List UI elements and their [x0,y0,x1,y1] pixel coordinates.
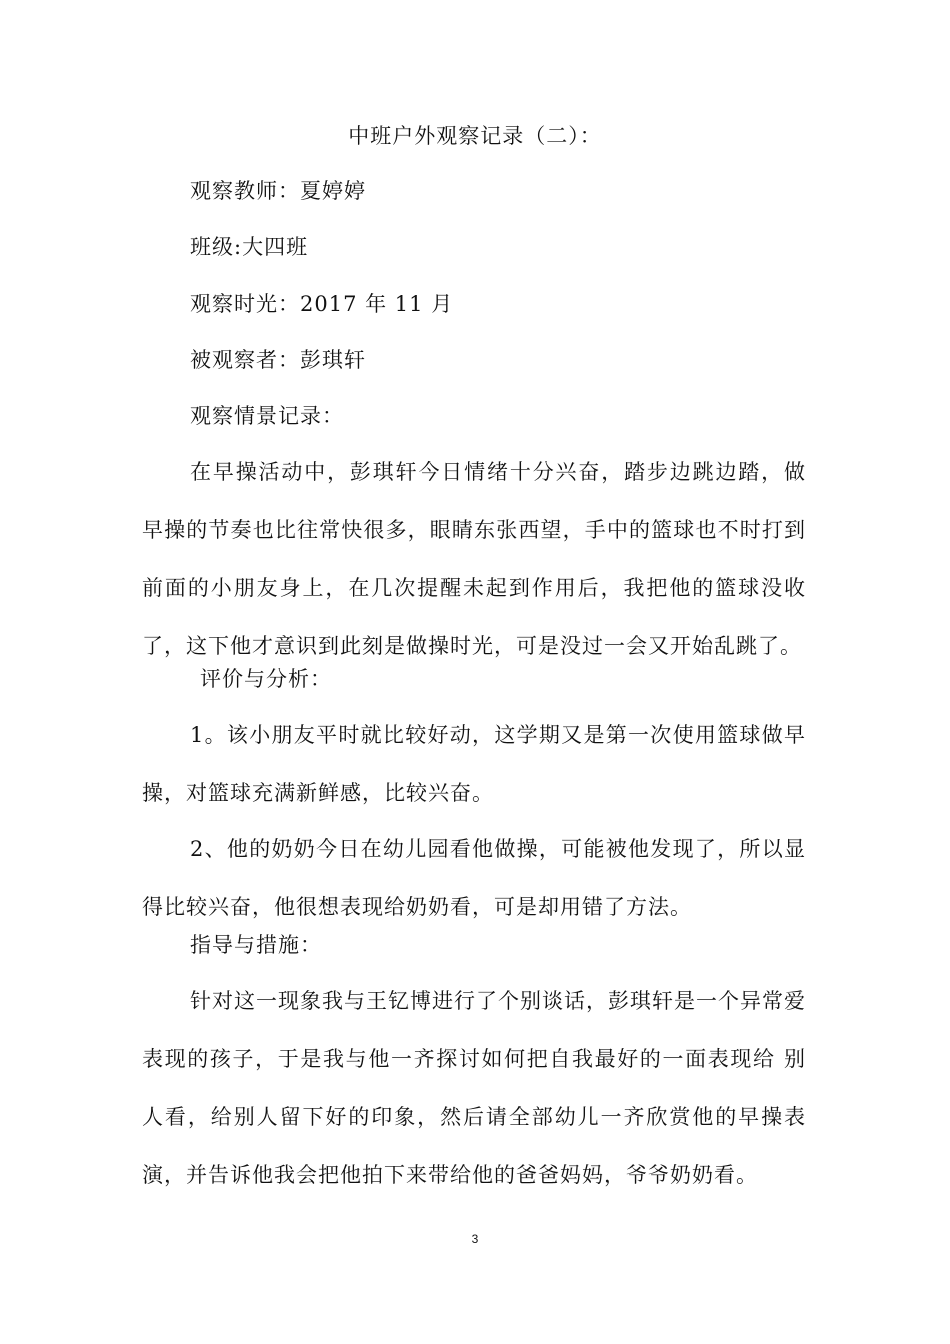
observation-time-line: 观察时光：2017 年 11 月 [190,292,454,316]
evaluation-point-1: 1。该小朋友平时就比较好动，这学期又是第一次使用篮球做早操，对篮球充满新鲜感，比较兴奋。 [142,723,806,805]
guidance-heading: 指导与措施： [190,933,322,957]
evaluation-point-2: 2、他的奶奶今日在幼儿园看他做操，可能被他发现了，所以显得比较兴奋，他很想表现给奶奶看，可是却用错了方法。 [142,837,806,919]
observed-person-line: 被观察者：彭琪轩 [190,348,366,372]
guidance-paragraph: 针对这一现象我与王钇博进行了个别谈话，彭琪轩是一个异常爱表现的孩子，于是我与他一齐探讨如何把自我最好的一面表现给 别人看，给别人留下好的印象，然后请全部幼儿一齐欣赏他的早操表演，并告诉他我会把他拍下来带给他的爸爸妈妈，爷爷奶奶看。 [142,989,806,1187]
situation-heading: 观察情景记录： [190,404,344,428]
observer-teacher-line: 观察教师：夏婷婷 [190,179,366,203]
evaluation-heading: 评价与分析： [200,667,332,691]
page-number: 3 [471,1232,479,1246]
situation-paragraph: 在早操活动中，彭琪轩今日情绪十分兴奋，踏步边跳边踏，做 早操的节奏也比往常快很多，眼睛东张西望，手中的篮球也不时打到前面的小朋友身上，在几次提醒未起到作用后，我把他的篮球没收了，这下他才意识到此刻是做操时光，可是没过一会又开始乱跳了。 [142,460,806,658]
class-line: 班级:大四班 [190,235,309,259]
document-title: 中班户外观察记录（二）： [348,124,602,148]
